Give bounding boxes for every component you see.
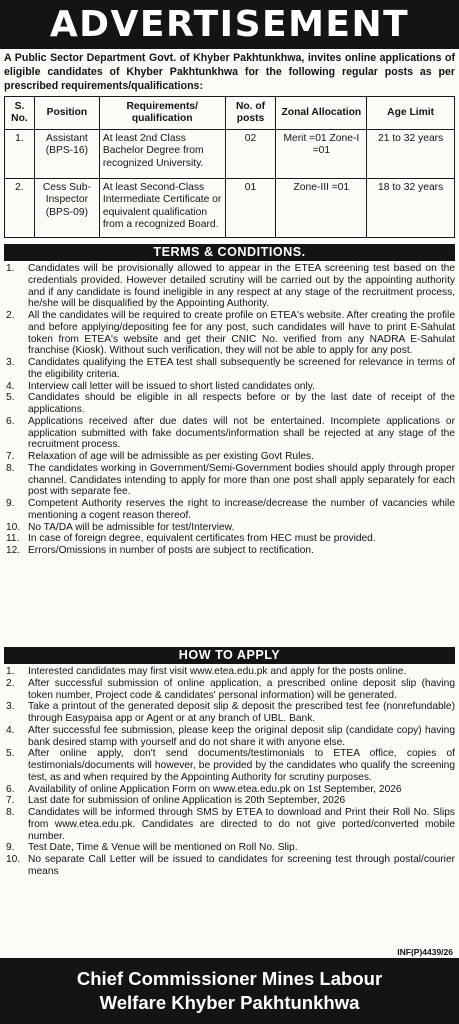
cell-position: Assistant (BPS-16)	[34, 130, 99, 179]
col-header-posts: No. of posts	[225, 97, 276, 130]
list-item: 2. All the candidates will be required to create profile on ETEA's website. After creating the profile and before applying/depositing fee for any post, such candidates will have to print E-Sahulat token from ETEA's website and get their CNIC No. verified from any NADRA E-Sahulat franchise (Kiosk). Without such verification, they will not be able to apply for any post.	[6, 310, 455, 357]
list-item: 6. Applications received after due dates will not be entertained. Incomplete applications or application submitted with fake documents/information shall be rejected at any stage of the recruitment process.	[6, 415, 455, 451]
advertisement-title: ADVERTISEMENT	[0, 0, 459, 49]
list-item: 11. In case of foreign degree, equivalent certificates from HEC must be provided.	[6, 533, 376, 545]
col-header-age: Age Limit	[367, 97, 455, 130]
table-row	[5, 179, 455, 238]
list-item: 4. Interview call letter will be issued to short listed candidates only.	[6, 380, 315, 392]
cell-sno: 1.	[5, 130, 35, 179]
table-header-row	[5, 97, 455, 130]
terms-list	[4, 263, 455, 557]
list-item: 3. Take a printout of the generated deposit slip & deposit the prescribed test fee (nonrefundable) through Easypaisa app or Agent or at any branch of UBL. Bank.	[6, 701, 455, 724]
cell-posts: 02	[225, 130, 276, 179]
terms-heading: TERMS & CONDITIONS.	[4, 244, 455, 261]
list-item: 10. No TA/DA will be admissible for test/Interview.	[6, 521, 235, 533]
col-header-position: Position	[34, 97, 99, 130]
list-item: 1. Interested candidates may first visit www.etea.edu.pk and apply for the posts online.	[6, 666, 407, 677]
list-item: 12. Errors/Omissions in number of posts are subject to rectification.	[6, 545, 314, 556]
col-header-requirements: Requirements/ qualification	[99, 97, 225, 130]
list-item: 4. After successful fee submission, please keep the original deposit slip (candidate copy) having bank desired stamp with yourself and do not share it with anyone else.	[6, 724, 455, 748]
cell-sno: 2.	[5, 179, 35, 238]
posts-table	[4, 96, 455, 238]
footer-banner	[0, 958, 459, 1024]
list-item: 5. Candidates should be eligible in all respects before or by the last date of receipt of the applications.	[6, 392, 455, 415]
list-item: 10. No separate Call Letter will be issued to candidates for screening test through postal/courier means	[6, 854, 455, 877]
how-to-apply-list	[4, 666, 455, 878]
footer-line-1: Chief Commissioner Mines Labour	[76, 968, 383, 989]
list-item: 9. Competent Authority reserves the right to increase/decrease the number of vacancies while mentioning a cogent reason thereof.	[6, 498, 455, 521]
cell-zonal: Zone-III =01	[276, 179, 367, 238]
list-item: 5. After online apply, don't send documents/testimonials to ETEA office, copies of testimonials/documents will however, be provided by the candidates who qualify the screening test, as and when required by the Appointing Authority for scrutiny purposes.	[6, 748, 455, 783]
cell-position: Cess Sub-Inspector (BPS-09)	[34, 179, 99, 238]
table-row	[5, 130, 455, 179]
cell-age: 21 to 32 years	[367, 130, 455, 179]
cell-requirements: At least Second-Class Intermediate Certificate or equivalent qualification from a recognized Board.	[99, 179, 225, 238]
cell-age: 18 to 32 years	[367, 179, 455, 238]
list-item: 2. After successful submission of online application, a prescribed online deposit slip (having token number, Project code & candidates' personal information) will be generated.	[6, 677, 455, 701]
reference-code: INF(P)4439/26	[397, 947, 453, 957]
cell-requirements: At least 2nd Class Bachelor Degree from recognized University.	[99, 130, 225, 179]
col-header-zonal: Zonal Allocation	[276, 97, 367, 130]
list-item: 6. Availability of online Application Form on www.etea.edu.pk on 1st September, 2026	[6, 783, 402, 795]
footer-line-2: Welfare Khyber Pakhtunkhwa	[99, 992, 360, 1013]
list-item: 7. Relaxation of age will be admissible as per existing Govt Rules.	[6, 451, 314, 462]
list-item: 9. Test Date, Time & Venue will be mentioned on Roll No. Slip.	[6, 842, 298, 854]
list-item: 3. Candidates qualifying the ETEA test shall subsequently be screened for relevance in terms of the eligibility criteria.	[6, 357, 455, 380]
intro-paragraph: A Public Sector Department Govt. of Khyber Pakhtunkhwa, invites online applications of eligible candidates of Khyber Pakhtunkhwa for the following regular posts as per prescribed requirements/qualifications:	[4, 52, 455, 92]
col-header-sno: S. No.	[5, 97, 35, 130]
list-item: 7. Last date for submission of online Application is 20th September, 2026	[6, 795, 346, 807]
how-to-apply-heading: HOW TO APPLY	[4, 647, 455, 664]
cell-zonal: Merit =01 Zone-I =01	[276, 130, 367, 179]
list-item: 8. Candidates will be informed through SMS by ETEA to download and Print their Roll No. Slips from www.etea.edu.pk. Candidates are directed to do not give ported/converted mobile number.	[6, 807, 455, 842]
list-item: 1. Candidates will be provisionally allowed to appear in the ETEA screening test based on the credentials provided. However detailed scrutiny will be carried out by the appointing authority and if any candidate is found ineligible in any respect at any stage of the recruitment process, he/she will be disqualified by the Appointing Authority.	[6, 263, 455, 310]
list-item: 8. The candidates working in Government/Semi-Government bodies should apply through proper channel. Candidates intending to apply for more than one post shall apply separately for each post with separate fee.	[6, 462, 455, 498]
cell-posts: 01	[225, 179, 276, 238]
